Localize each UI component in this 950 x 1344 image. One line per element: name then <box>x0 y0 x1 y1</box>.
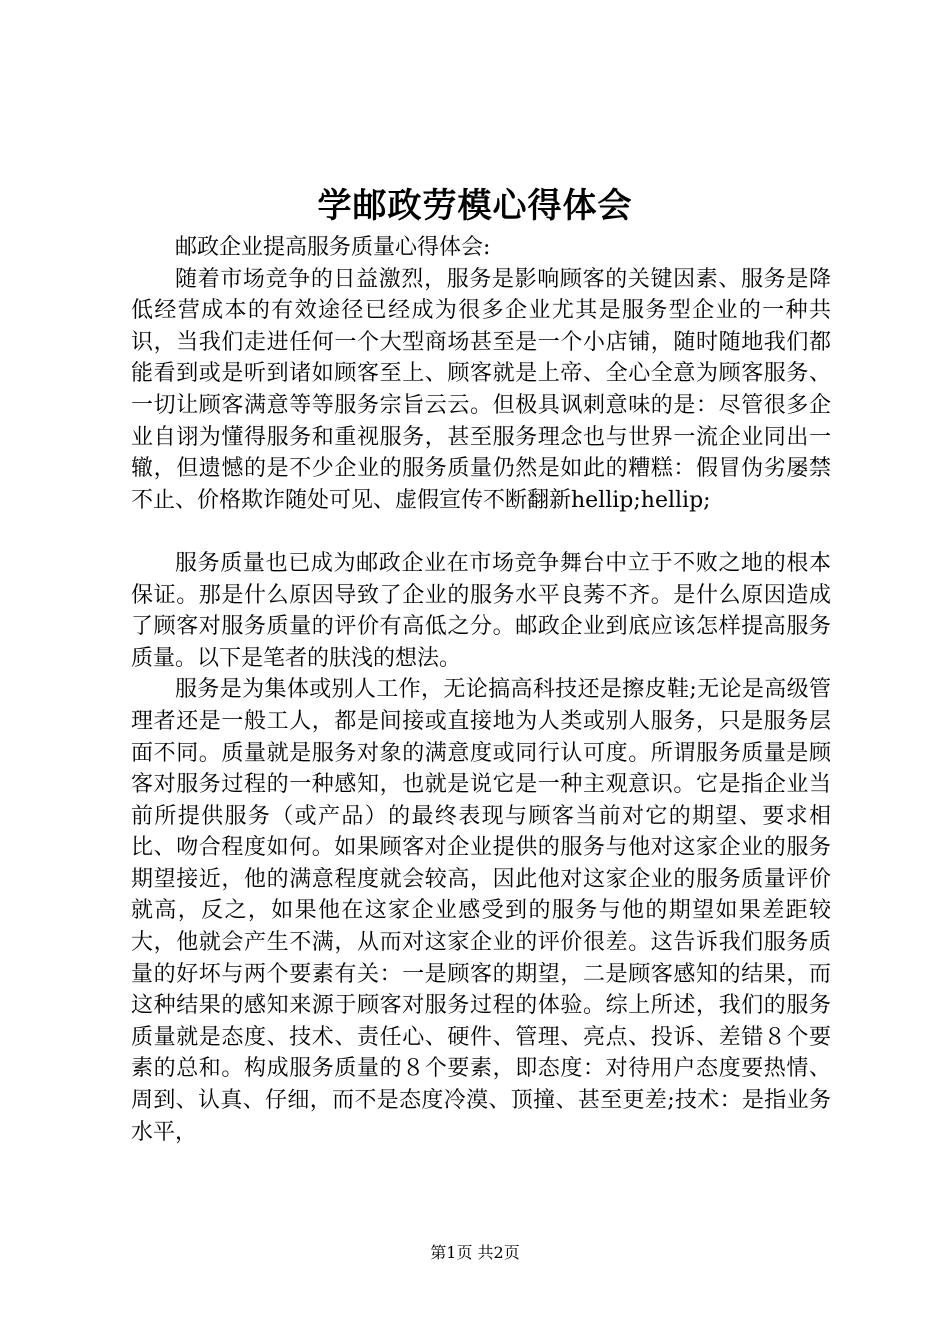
paragraph: 服务是为集体或别人工作，无论搞高科技还是擦皮鞋;无论是高级管理者还是一般工人，都是间接或直接地为人类或别人服务，只是服务层面不同。质量就是服务对象的满意度或同行认可度。所谓服务质量是顾客对服务过程的一种感知，也就是说它是一种主观意识。它是指企业当前所提供服务（或产品）的最终表现与顾客当前对它的期望、要求相比、吻合程度如何。如果顾客对企业提供的服务与他对这家企业的服务期望接近，他的满意程度就会较高，因此他对这家企业的服务质量评价就高，反之，如果他在这家企业感受到的服务与他的期望如果差距较大，他就会产生不满，从而对这家企业的评价很差。这告诉我们服务质量的好坏与两个要素有关：一是顾客的期望，二是顾客感知的结果，而这种结果的感知来源于顾客对服务过程的体验。综上所述，我们的服务质量就是态度、技术、责任心、硬件、管理、亮点、投诉、差错８个要素的总和。构成服务质量的８个要素，即态度：对待用户态度要热情、周到、认真、仔细，而不是态度冷漠、顶撞、甚至更差;技术：是指业务水平， <box>131 677 831 1145</box>
document-title: 学邮政劳模心得体会 <box>317 186 633 226</box>
paragraph: 随着市场竞争的日益激烈，服务是影响顾客的关键因素、服务是降低经营成本的有效途径已经成为很多企业尤其是服务型企业的一种共识，当我们走进任何一个大型商场甚至是一个小店铺，随时随地我们都能看到或是听到诸如顾客至上、顾客就是上帝、全心全意为顾客服务、一切让顾客满意等等服务宗旨云云。但极具讽刺意味的是：尽管很多企业自诩为懂得服务和重视服务，甚至服务理念也与世界一流企业同出一辙，但遗憾的是不少企业的服务质量仍然是如此的糟糕：假冒伪劣屡禁不止、价格欺诈随处可见、虚假宣传不断翻新hellip;hellip; <box>131 266 831 513</box>
document-body <box>131 232 831 1148</box>
page-footer: 第1页 共2页 <box>430 1243 520 1262</box>
paragraph-heading: 邮政企业提高服务质量心得体会: <box>175 235 491 260</box>
paragraph: 服务质量也已成为邮政企业在市场竞争舞台中立于不败之地的根本保证。那是什么原因导致了企业的服务水平良莠不齐。是什么原因造成了顾客对服务质量的评价有高低之分。邮政企业到底应该怎样提高服务质量。以下是笔者的肤浅的想法。 <box>131 550 831 671</box>
